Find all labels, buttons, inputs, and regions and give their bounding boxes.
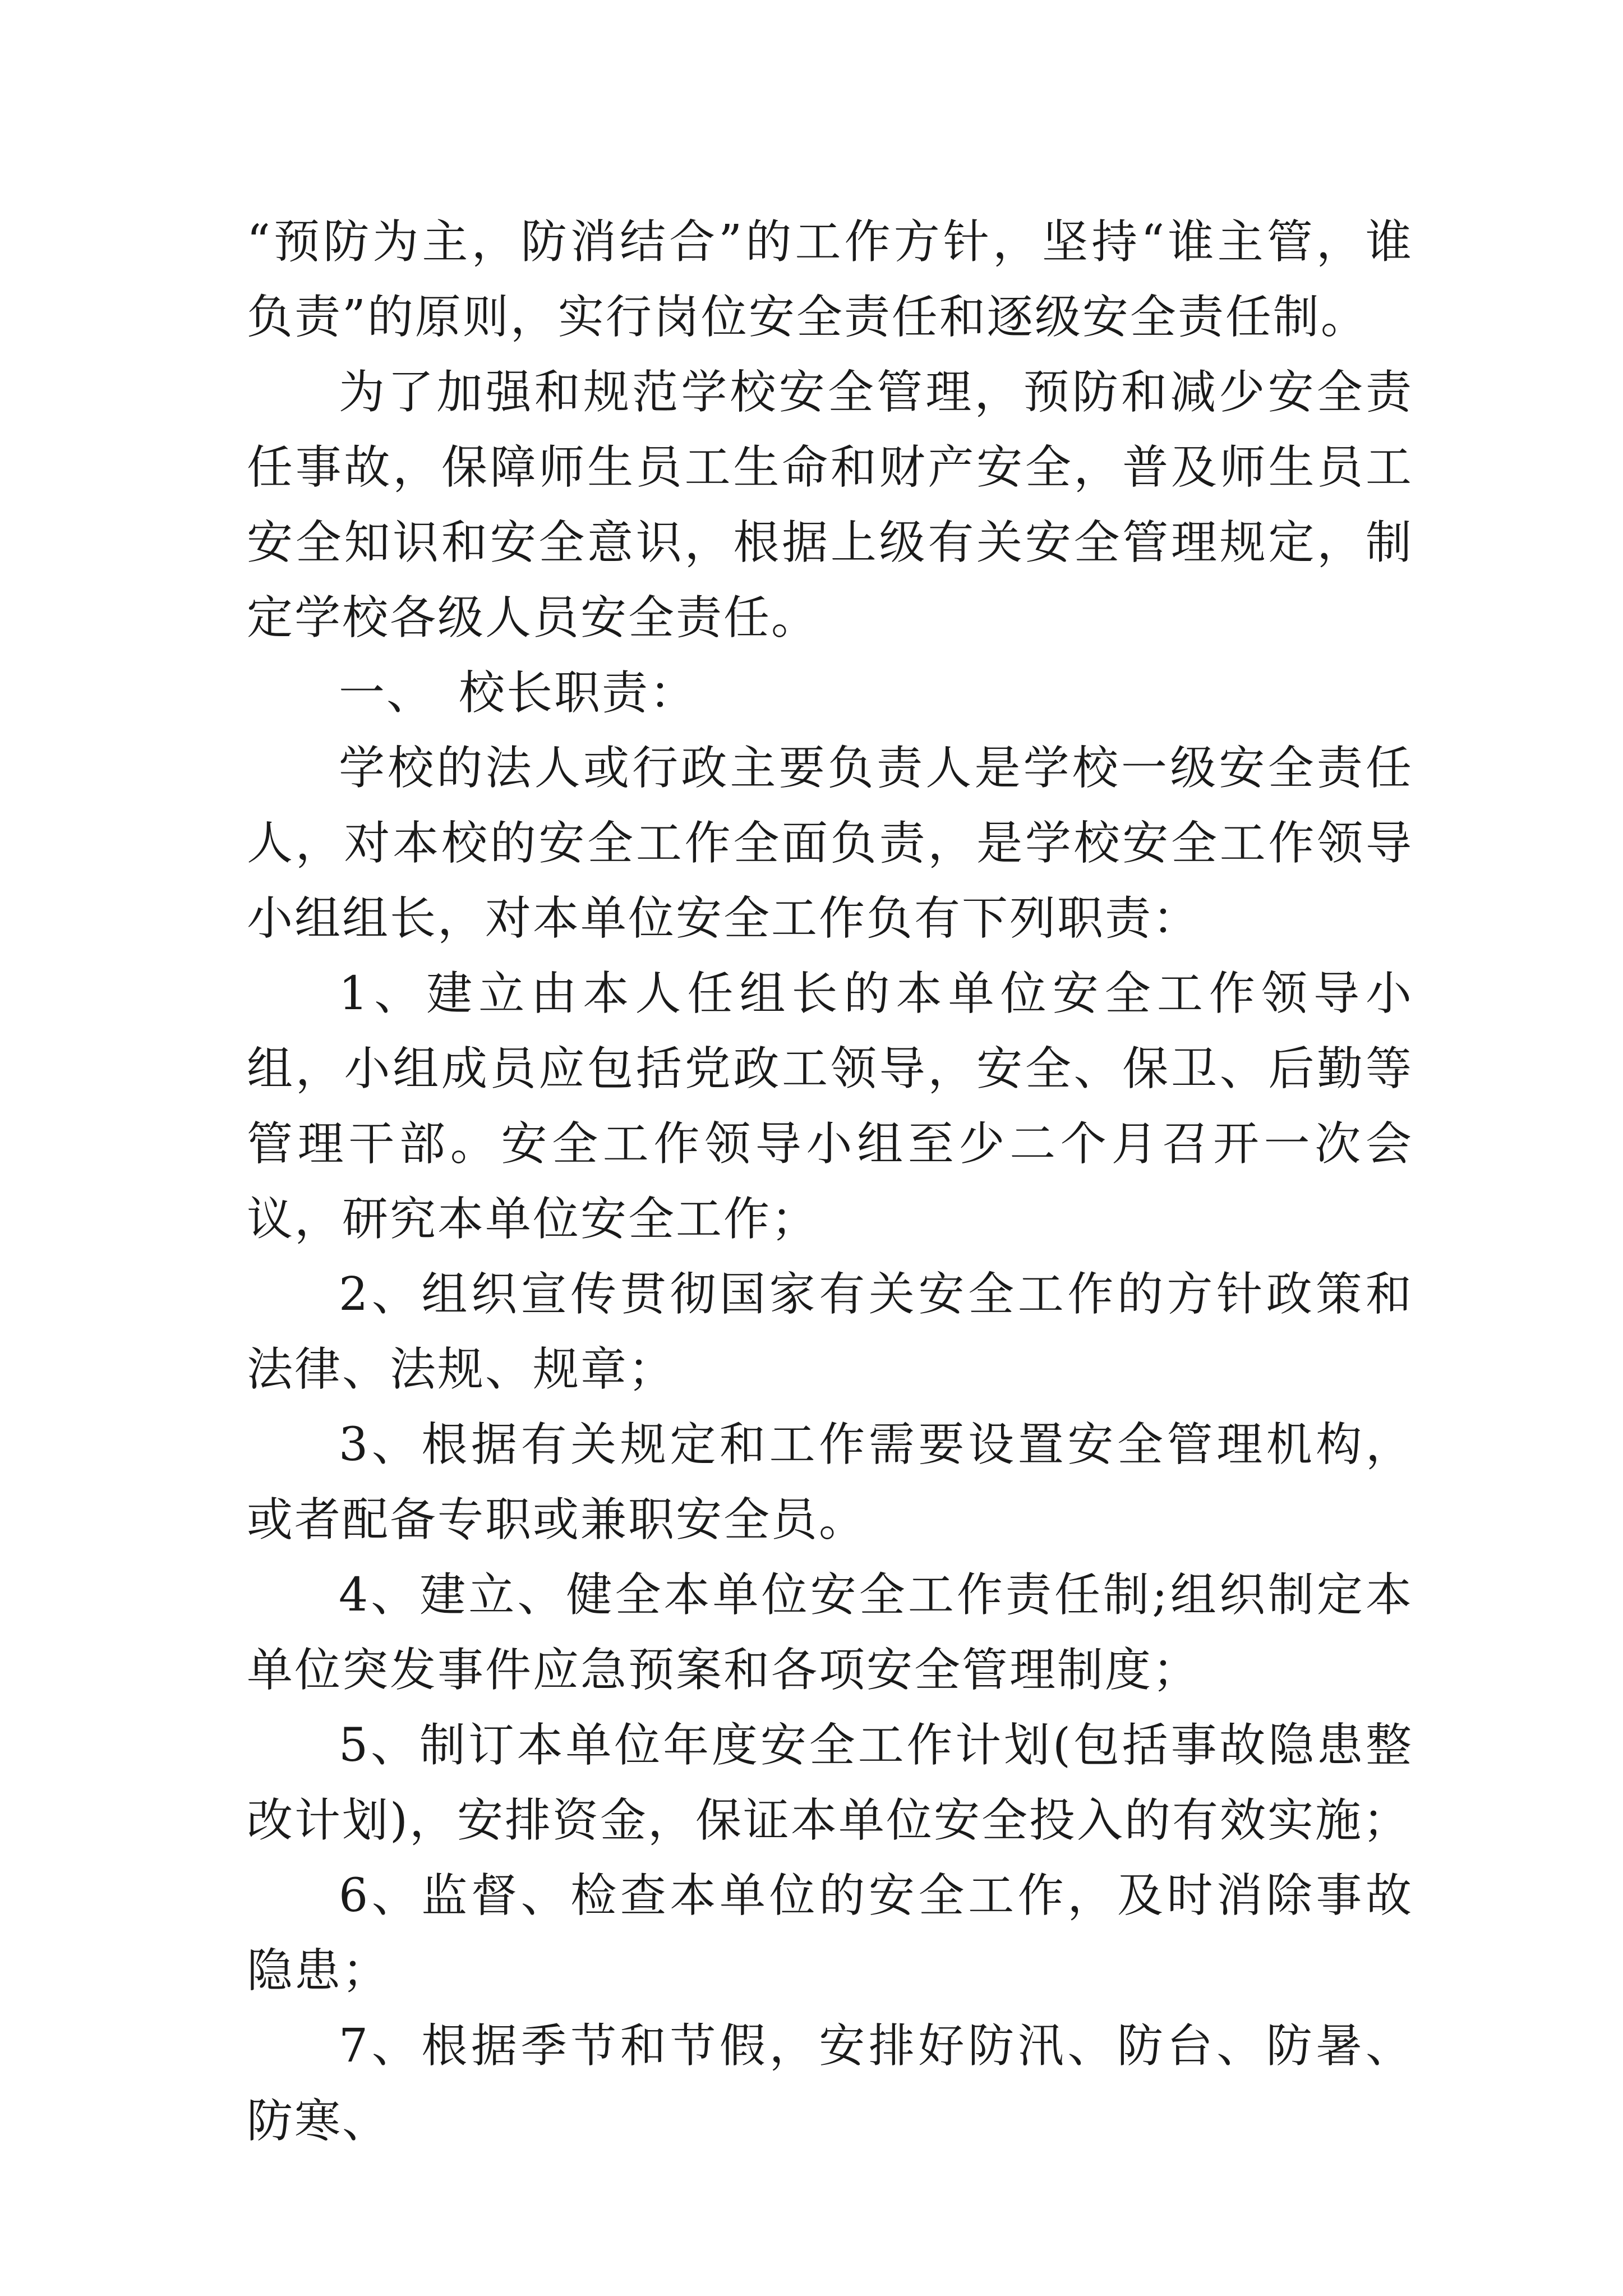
- section-heading-principal-duties: 一、 校长职责：: [339, 666, 698, 720]
- list-item-1: 1、建立由本人任组长的本单位安全工作领导小组，小组成员应包括党政工领导，安全、保卫、后勤等管理干部。安全工作领导小组至少二个月召开一次会议，研究本单位安全工作；: [247, 967, 1413, 1246]
- list-item-5: 5、制订本单位年度安全工作计划(包括事故隐患整改计划)，安排资金，保证本单位安全投入的有效实施；: [247, 1719, 1413, 1847]
- list-item-7: 7、根据季节和节假，安排好防汛、防台、防暑、防寒、: [247, 2019, 1413, 2148]
- paragraph-purpose: 为了加强和规范学校安全管理，预防和减少安全责任事故，保障师生员工生命和财产安全，普及师生员工安全知识和安全意识，根据上级有关安全管理规定，制定学校各级人员安全责任。: [247, 366, 1413, 645]
- paragraph-principal-responsibility: 学校的法人或行政主要负责人是学校一级安全责任人，对本校的安全工作全面负责，是学校安全工作领导小组组长，对本单位安全工作负有下列职责：: [247, 742, 1413, 945]
- list-item-3: 3、根据有关规定和工作需要设置安全管理机构，或者配备专职或兼职安全员。: [247, 1418, 1413, 1547]
- list-item-2: 2、组织宣传贯彻国家有关安全工作的方针政策和法律、法规、规章；: [247, 1268, 1413, 1396]
- list-item-4: 4、建立、健全本单位安全工作责任制;组织制定本单位突发事件应急预案和各项安全管理制度；: [247, 1568, 1413, 1697]
- document-body: [247, 205, 1413, 2159]
- paragraph-guiding-principle: “预防为主，防消结合”的工作方针，坚持“谁主管，谁负责”的原则，实行岗位安全责任和逐级安全责任制。: [247, 215, 1413, 344]
- list-item-6: 6、监督、检查本单位的安全工作，及时消除事故隐患；: [247, 1869, 1413, 1998]
